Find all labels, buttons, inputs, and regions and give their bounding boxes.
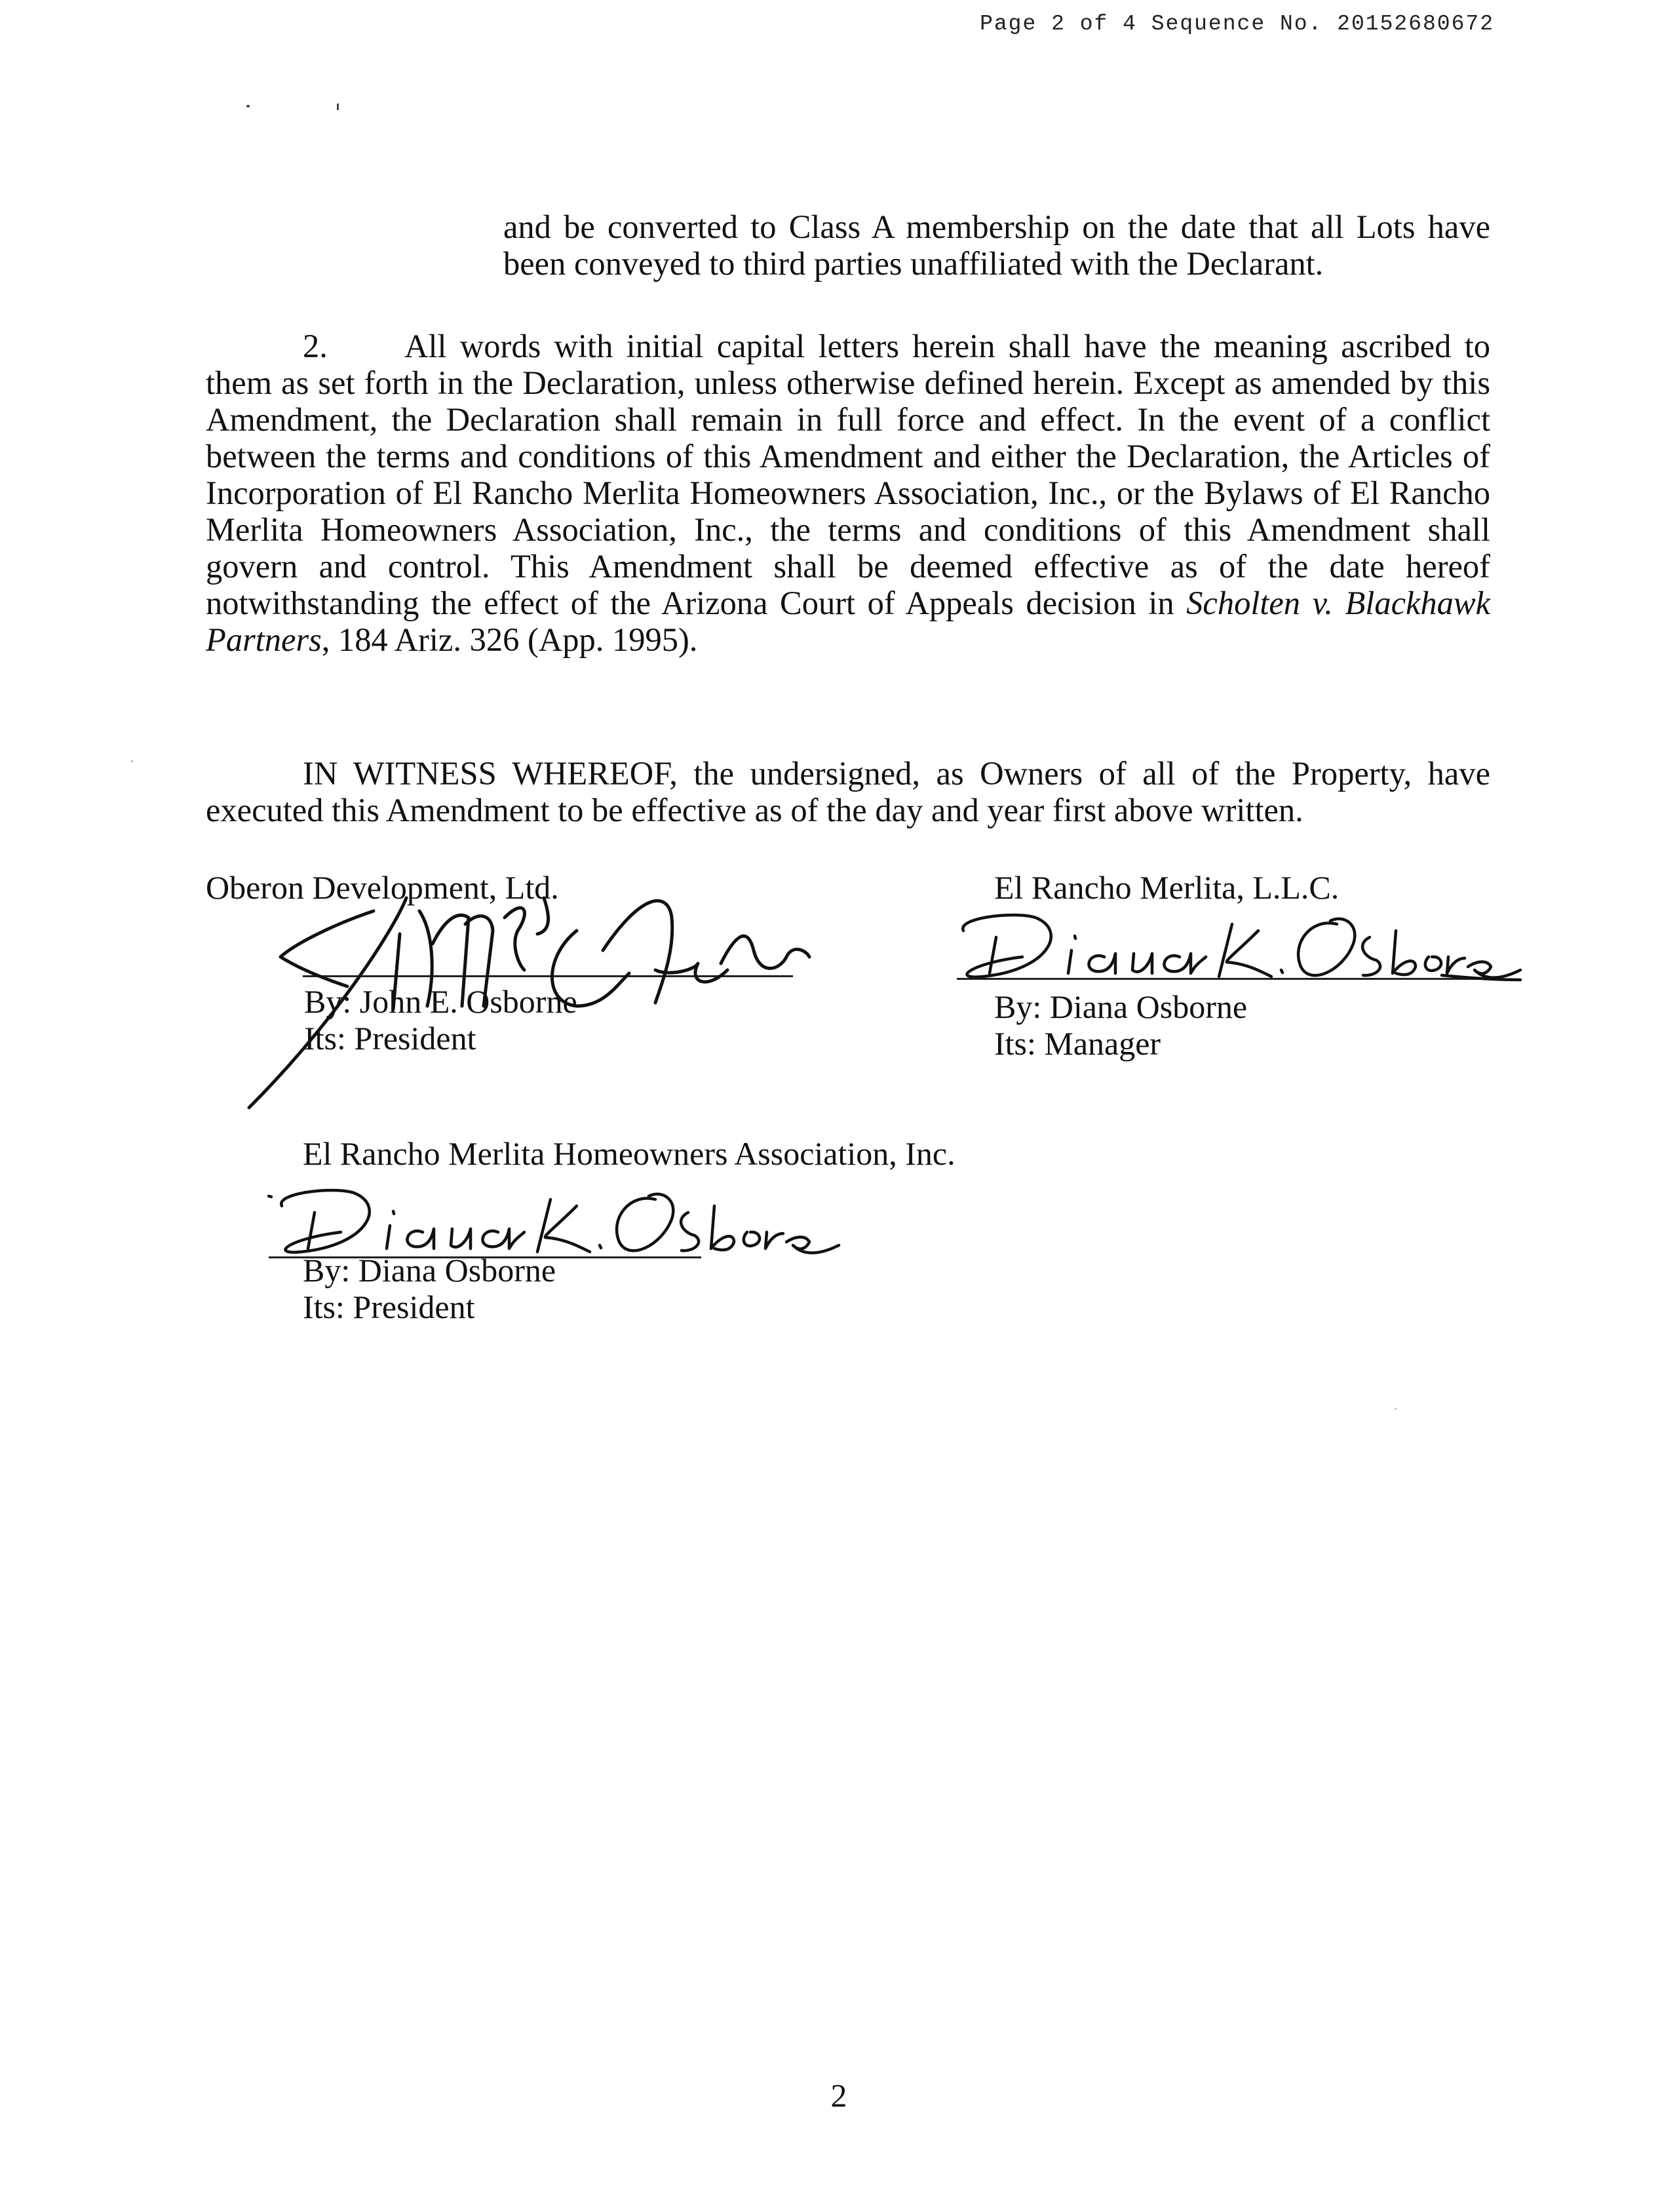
signatory-title: Its: Manager [994,1025,1161,1062]
paragraph-2-citation-tail: , 184 Ariz. 326 (App. 1995). [321,621,698,658]
paragraph-number: 2. [303,328,328,364]
page-number: 2 [830,2077,847,2114]
page-sequence-header: Page 2 of 4 Sequence No. 20152680672 [980,12,1494,36]
signatory-title: Its: President [303,1289,475,1325]
signatory-entity: El Rancho Merlita Homeowners Association, Inc. [303,1135,955,1172]
scan-speck [337,104,339,110]
signatory-by: By: Diana Osborne [303,1252,556,1289]
paragraph-2-text: All words with initial capital letters herein shall have the meaning ascribed to them as set forth in the Declaration, unless otherwise defined herein. Except as amended by this Amendment, the Declaration shall remain in full force and effect. In the event of a conflict between the terms and conditions of this Amendment and either the Declaration, the Articles of Incorporation of El Rancho Merlita Homeowners Association, Inc., or the Bylaws of El Rancho Merlita Homeowners Association, Inc., the terms and conditions of this Amendment shall govern and control. This Amendment shall be deemed effective as of the date hereof notwithstanding the effect of the Arizona Court of Appeals decision in [206,328,1490,621]
signatory-title: Its: President [304,1020,476,1057]
scan-speck [131,760,133,762]
signatory-by: By: Diana Osborne [994,988,1248,1025]
signatory-by: By: John E. Osborne [304,983,577,1020]
witness-paragraph: IN WITNESS WHEREOF, the undersigned, as Owners of all of the Property, have executed this Amendment to be effective as of the day and year first above written. [206,755,1490,828]
paragraph-2 [206,328,1490,658]
signatory-entity: El Rancho Merlita, L.L.C. [994,869,1340,906]
scan-speck [246,105,250,107]
continued-paragraph: and be converted to Class A membership on the date that all Lots have been conveyed to third parties unaffiliated with the Declarant. [503,208,1490,282]
signatory-entity: Oberon Development, Ltd. [206,869,559,906]
signature-diana-osborne [944,904,1520,990]
case-citation: Scholten v. Blackhawk Partners [206,585,1491,658]
scan-speck [1395,1408,1397,1410]
